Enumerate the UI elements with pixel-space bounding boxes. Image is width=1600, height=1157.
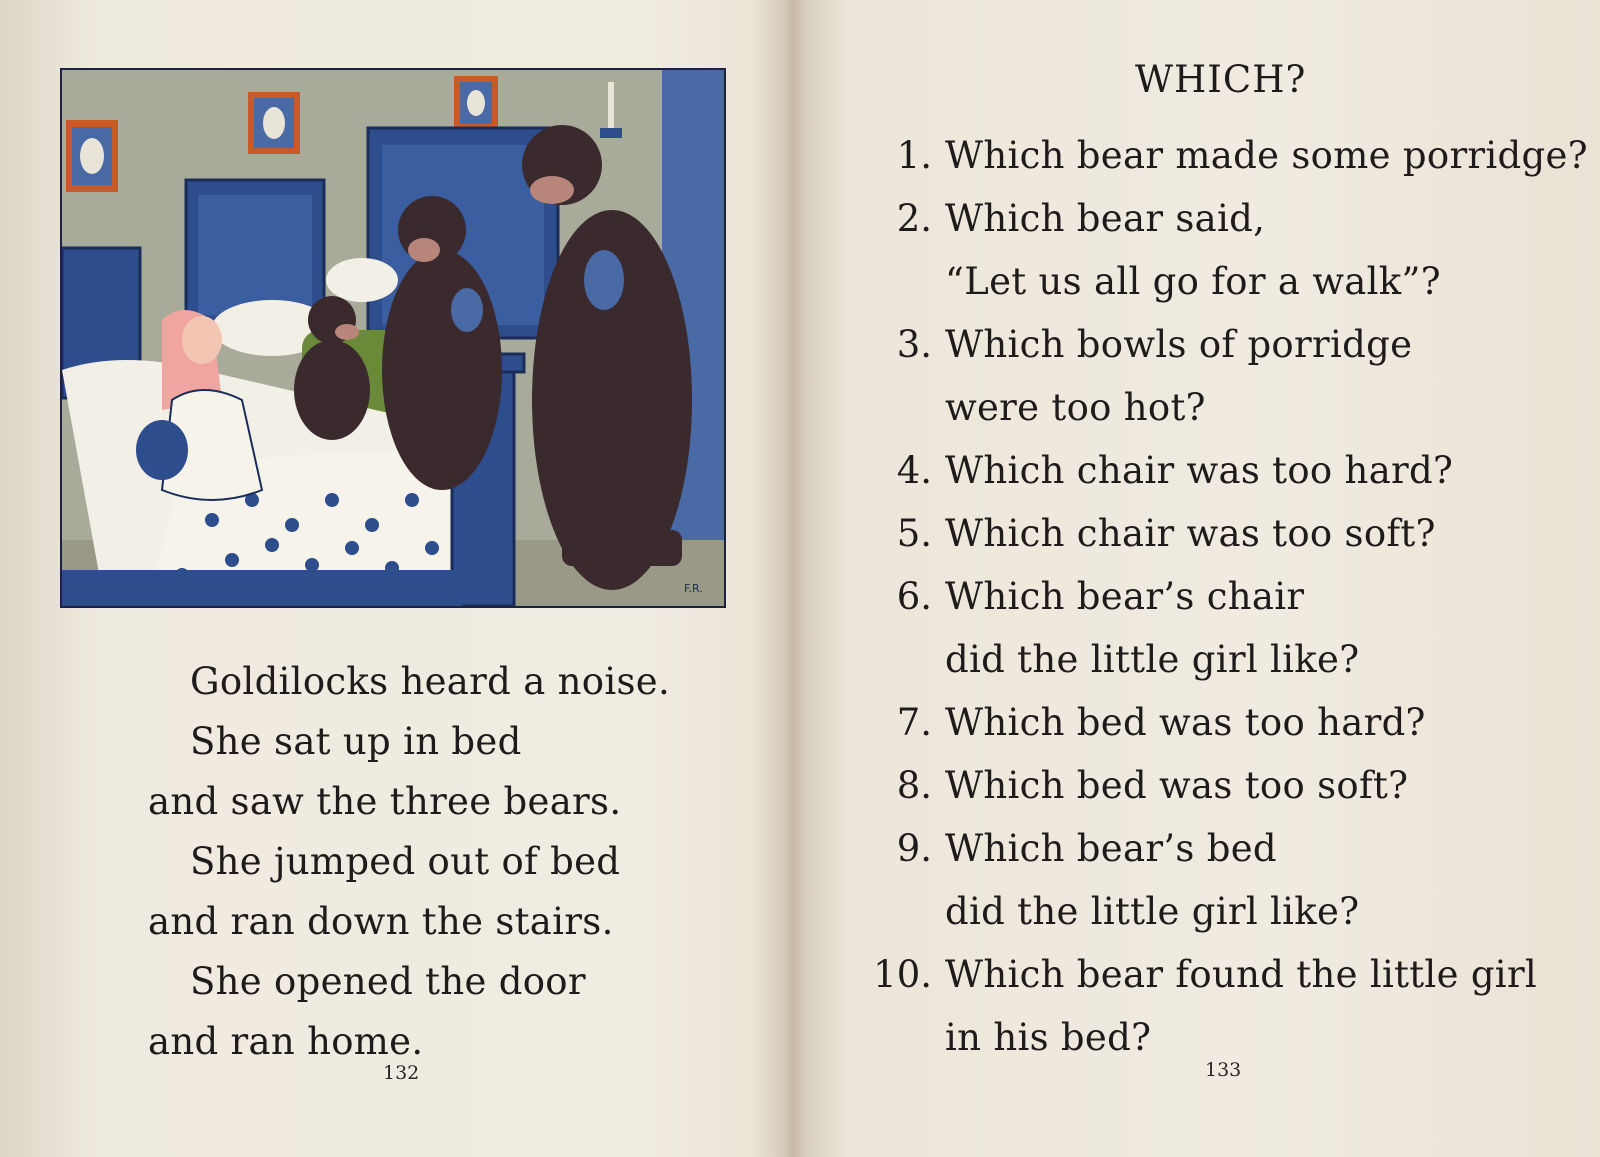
story-line: Goldilocks heard a noise. <box>190 660 671 703</box>
page-number: 132 <box>383 1062 420 1084</box>
story-illustration <box>60 68 726 608</box>
question-text: in his bed? <box>945 1016 1152 1059</box>
question-number: 10. <box>873 953 932 996</box>
question-number: 9. <box>896 827 932 870</box>
question-item <box>870 943 1590 1006</box>
question-text: “Let us all go for a walk”? <box>945 260 1441 303</box>
story-line: She jumped out of bed <box>190 840 621 883</box>
illustrator-signature: F.R. <box>684 582 703 595</box>
bears-bedroom-picture <box>62 70 724 606</box>
question-item <box>870 817 1590 880</box>
question-item <box>870 565 1590 628</box>
question-text: were too hot? <box>945 386 1206 429</box>
question-item <box>870 187 1590 250</box>
question-continuation <box>870 880 1590 943</box>
story-line: She opened the door <box>190 960 586 1003</box>
question-number: 1. <box>896 134 932 177</box>
question-continuation <box>870 250 1590 313</box>
page-number: 133 <box>1205 1059 1242 1081</box>
question-text: Which bowls of porridge <box>945 323 1413 366</box>
question-number: 6. <box>896 575 932 618</box>
question-item <box>870 754 1590 817</box>
page-title: WHICH? <box>1135 58 1307 101</box>
question-text: Which chair was too hard? <box>945 449 1454 492</box>
question-text: Which bear made some porridge? <box>945 134 1588 177</box>
question-list <box>870 124 1590 1069</box>
question-text: Which bear found the little girl <box>945 953 1538 996</box>
question-continuation <box>870 376 1590 439</box>
story-text <box>148 652 768 1072</box>
left-page <box>0 0 795 1157</box>
question-text: did the little girl like? <box>945 890 1360 933</box>
question-continuation <box>870 628 1590 691</box>
question-item <box>870 124 1590 187</box>
question-text: Which chair was too soft? <box>945 512 1436 555</box>
question-number: 8. <box>896 764 932 807</box>
story-line: She sat up in bed <box>190 720 522 763</box>
question-number: 2. <box>896 197 932 240</box>
right-page <box>805 0 1600 1157</box>
question-item <box>870 691 1590 754</box>
question-number: 5. <box>896 512 932 555</box>
question-number: 7. <box>896 701 932 744</box>
question-text: Which bed was too soft? <box>945 764 1409 807</box>
question-text: did the little girl like? <box>945 638 1360 681</box>
story-line: and saw the three bears. <box>148 780 622 823</box>
question-item <box>870 439 1590 502</box>
question-text: Which bear’s bed <box>945 827 1277 870</box>
question-item <box>870 502 1590 565</box>
question-number: 4. <box>896 449 932 492</box>
question-text: Which bed was too hard? <box>945 701 1426 744</box>
question-item <box>870 313 1590 376</box>
question-text: Which bear’s chair <box>945 575 1305 618</box>
story-line: and ran down the stairs. <box>148 900 614 943</box>
question-number: 3. <box>896 323 932 366</box>
question-text: Which bear said, <box>945 197 1266 240</box>
story-line: and ran home. <box>148 1020 424 1063</box>
